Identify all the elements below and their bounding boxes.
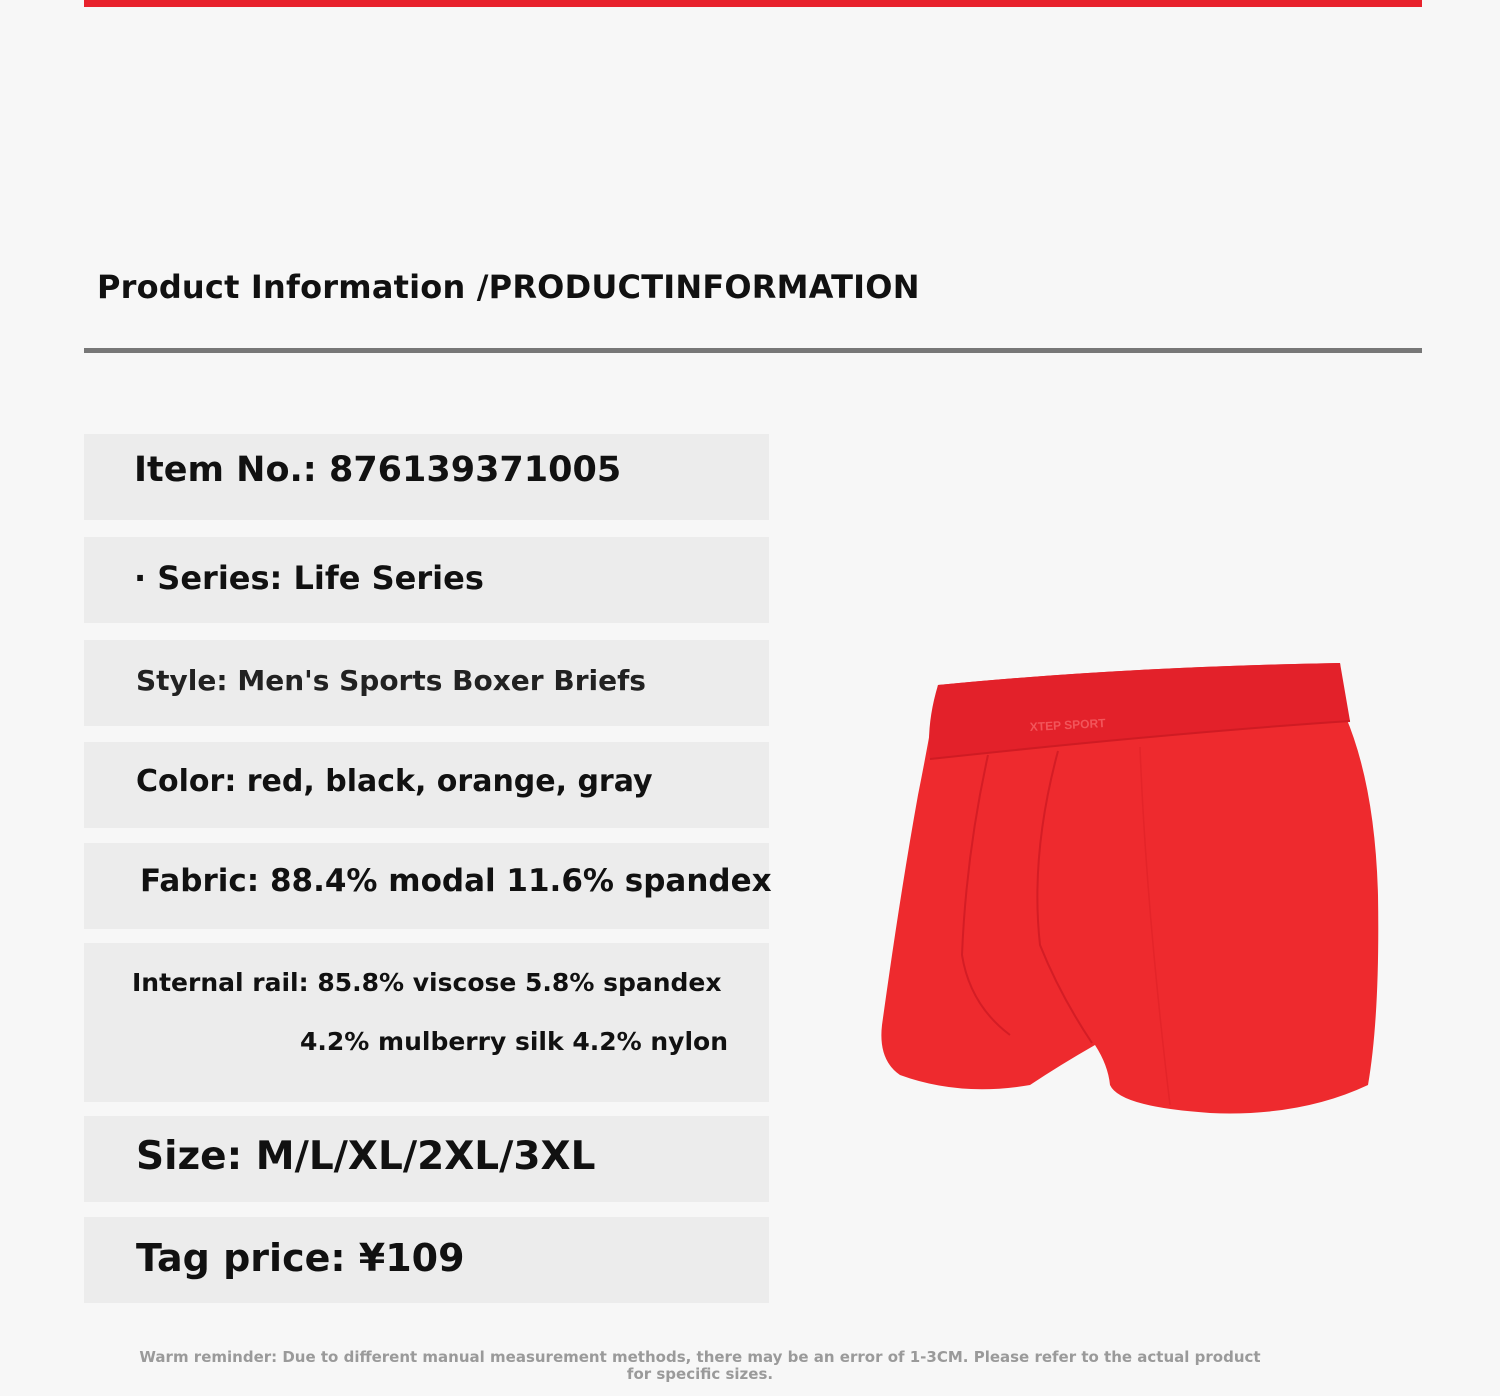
info-row-style <box>84 640 769 726</box>
product-image-boxer-briefs <box>870 655 1390 1125</box>
fabric-text: Fabric: 88.4% modal 11.6% spandex <box>140 863 772 899</box>
size-text: Size: M/L/XL/2XL/3XL <box>136 1134 596 1179</box>
top-red-band <box>84 0 1422 7</box>
internal-rail-line2: 4.2% mulberry silk 4.2% nylon <box>300 1027 728 1056</box>
info-row-series <box>84 537 769 623</box>
info-row-item-no <box>84 434 769 520</box>
series-text: · Series: Life Series <box>134 559 484 597</box>
item-no-text: Item No.: 876139371005 <box>134 450 622 490</box>
info-row-size <box>84 1116 769 1202</box>
color-text: Color: red, black, orange, gray <box>136 764 653 799</box>
style-text: Style: Men's Sports Boxer Briefs <box>136 664 646 697</box>
title-divider <box>84 348 1422 353</box>
info-row-color <box>84 742 769 828</box>
info-row-internal-rail <box>84 943 769 1102</box>
info-row-fabric <box>84 843 772 929</box>
section-title: Product Information /PRODUCTINFORMATION <box>97 268 920 306</box>
warm-reminder-note: Warm reminder: Due to different manual measurement methods, there may be an error of 1-3CM. Please refer to the actual product for specific sizes. <box>139 1348 1261 1383</box>
info-row-tag-price <box>84 1217 769 1303</box>
waistband-logo-text: XTEP SPORT <box>1029 716 1106 734</box>
internal-rail-line1: Internal rail: 85.8% viscose 5.8% spandex <box>132 968 722 997</box>
tag-price-text: Tag price: ¥109 <box>136 1236 465 1280</box>
